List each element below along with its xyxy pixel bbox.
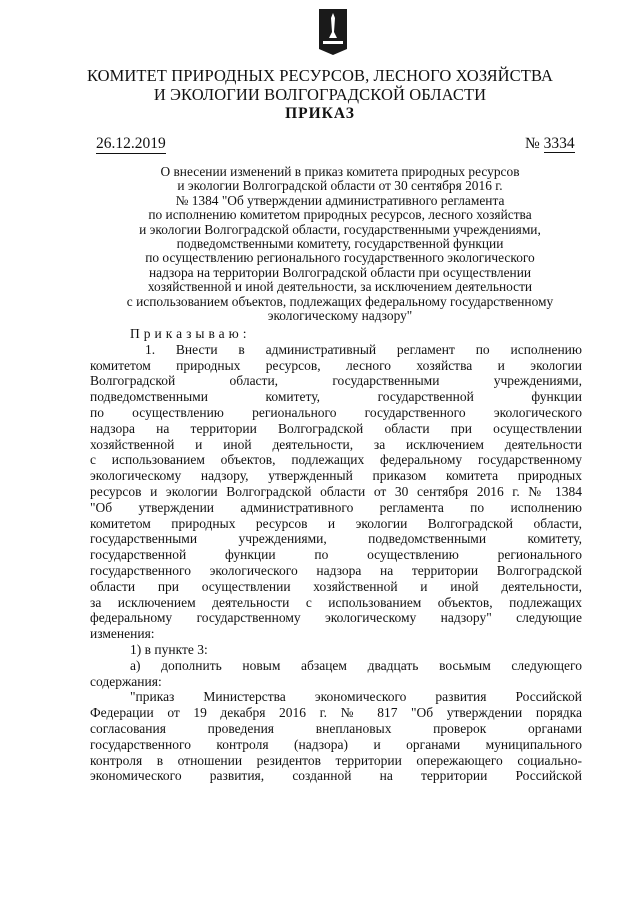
- document-number: [525, 135, 575, 153]
- title-line: по осуществлению регионального государственного экологического: [145, 250, 535, 266]
- body-line: ресурсов и экологии Волгоградской области от 30 сентября 2016 г. № 1384: [90, 483, 582, 499]
- organization-name-line2: И ЭКОЛОГИИ ВОЛГОГРАДСКОЙ ОБЛАСТИ: [153, 85, 487, 104]
- body-line: с использованием объектов, подлежащих федеральному государственному: [90, 452, 582, 468]
- order-word: Приказываю:: [130, 326, 251, 341]
- coat-of-arms-icon: [318, 8, 348, 56]
- body-line: экологическому надзору, утвержденный приказом комитета природных: [90, 468, 582, 484]
- title-line: № 1384 "Об утверждении административного регламента: [175, 192, 505, 208]
- item-a: а) дополнить новым абзацем двадцать восьмым следующего: [130, 657, 582, 673]
- title-line: хозяйственной и иной деятельности, за исключением деятельности: [147, 279, 533, 295]
- body-line: за исключением деятельности с использованием объектов, подлежащих: [90, 594, 582, 610]
- document-date: 26.12.2019: [96, 135, 166, 152]
- quote-line: "приказ Министерства экономического развития Российской: [130, 689, 582, 705]
- body-line: государственного экологического надзора на территории Волгоградской: [90, 562, 582, 578]
- body-line: изменения:: [90, 626, 155, 642]
- title-line: и экологии Волгоградской области от 30 сентября 2016 г.: [177, 178, 503, 194]
- body-line: федеральному государственному экологическому надзору" следующие: [90, 610, 582, 626]
- title-line: по исполнению комитетом природных ресурсов, лесного хозяйства: [148, 207, 532, 223]
- body-line: хозяйственной и иной деятельности, за исключением деятельности: [90, 436, 582, 452]
- number-value: 3334: [543, 135, 575, 152]
- body-line: комитетом природных ресурсов и экологии Волгоградской области,: [90, 515, 582, 531]
- number-sign: №: [525, 135, 540, 152]
- title-line: подведомственными комитету, государственной функции: [176, 236, 504, 252]
- document-title: [80, 165, 600, 323]
- title-line: с использованием объектов, подлежащих федеральному государственному: [126, 293, 554, 309]
- body-line: 1. Внести в административный регламент по исполнению: [145, 341, 582, 357]
- body-line: области при осуществлении хозяйственной и иной деятельности,: [90, 578, 582, 594]
- body-line: комитетом природных ресурсов, лесного хозяйства и экологии: [90, 357, 582, 373]
- item-a-end: содержания:: [90, 673, 162, 689]
- document-body: [90, 326, 582, 784]
- title-line: надзора на территории Волгоградской области при осуществлении: [148, 264, 532, 280]
- document-type: ПРИКАЗ: [285, 105, 355, 122]
- title-line: О внесении изменений в приказ комитета природных ресурсов: [160, 164, 520, 179]
- organization-name-line1: КОМИТЕТ ПРИРОДНЫХ РЕСУРСОВ, ЛЕСНОГО ХОЗЯЙСТВА: [86, 66, 554, 85]
- quote-line: контроля в отношении резидентов территории опережающего социально-: [90, 752, 582, 768]
- title-line: экологическому надзору": [267, 308, 413, 324]
- body-line: "Об утверждении административного регламента по исполнению: [90, 499, 582, 515]
- body-line: государственными учреждениями, подведомственными комитету,: [90, 531, 582, 547]
- body-line: надзора на территории Волгоградской области при осуществлении: [90, 420, 582, 436]
- quote-line: экономического развития, созданной на территории Российской: [90, 768, 582, 784]
- body-line: государственной функции по осуществлению регионального: [90, 547, 582, 563]
- item-1: 1) в пункте 3:: [130, 641, 208, 657]
- quote-line: государственного контроля (надзора) и органами муниципального: [90, 736, 582, 752]
- quote-line: Федерации от 19 декабря 2016 г. № 817 "Об утверждении порядка: [90, 705, 582, 721]
- body-line: Волгоградской области, государственными учреждениями,: [90, 373, 582, 389]
- quote-line: согласования проведения внеплановых проверок органами: [90, 720, 582, 736]
- title-line: и экологии Волгоградской области, государственными учреждениями,: [139, 221, 541, 237]
- body-line: по осуществлению регионального государственного экологического: [90, 404, 582, 420]
- body-line: подведомственными комитету, государственной функции: [90, 389, 582, 405]
